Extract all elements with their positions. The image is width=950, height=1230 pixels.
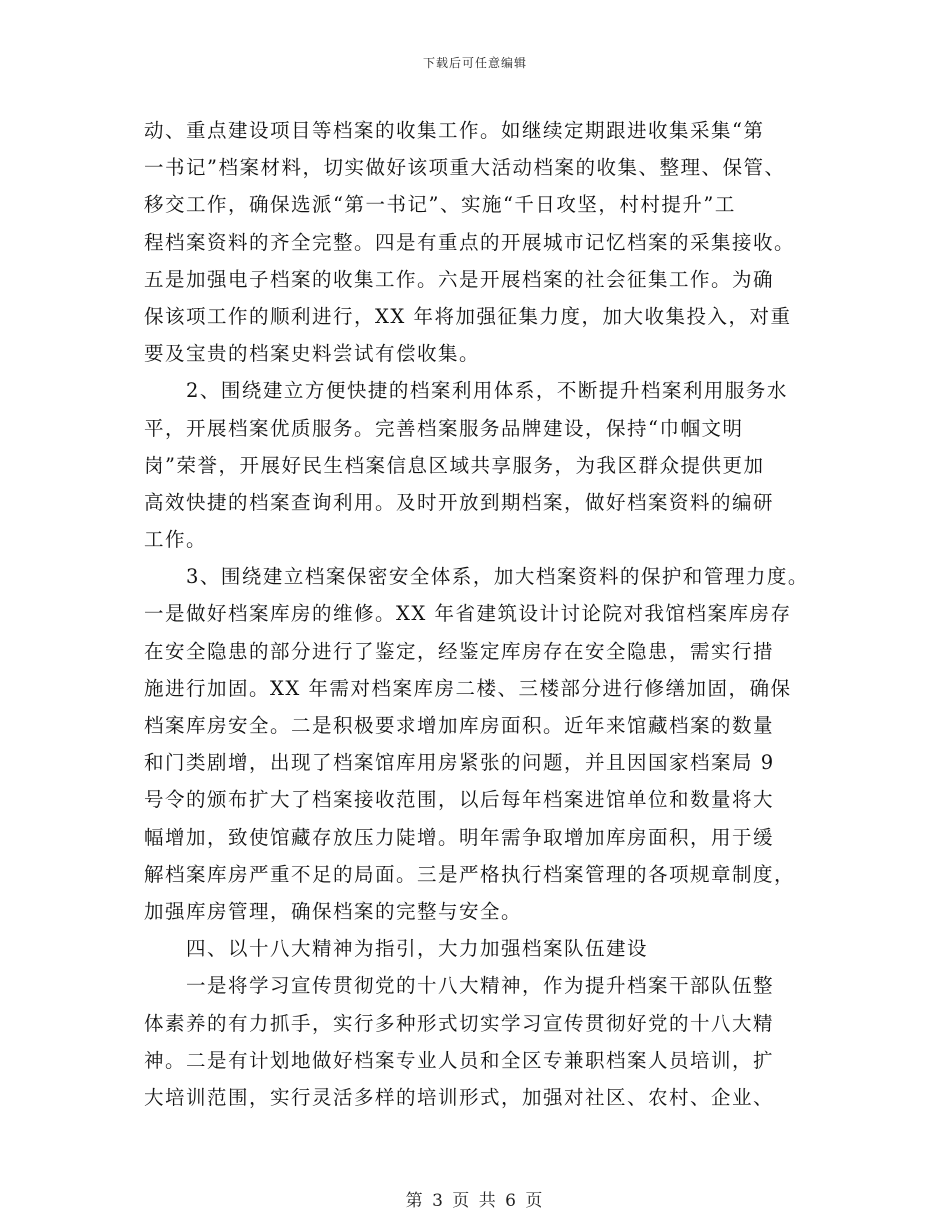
text-line: 解档案库房严重不足的局面。三是严格执行档案管理的各项规章制度， [144, 862, 796, 886]
text-line: 神。二是有计划地做好档案专业人员和全区专兼职档案人员培训，扩 [144, 1048, 775, 1072]
text-line: 工作。 [144, 528, 208, 552]
text-line: 高效快捷的档案查询利用。及时开放到期档案，做好档案资料的编研 [144, 490, 775, 514]
text-line: 档案库房安全。二是积极要求增加库房面积。近年来馆藏档案的数量 [144, 714, 775, 737]
text-line: 平，开展档案优质服务。完善档案服务品牌建设，保持“巾帼文明 [144, 416, 744, 440]
section-heading: 四、以十八大精神为指引，大力加强档案队伍建设 [186, 937, 649, 961]
text-line: 幅增加，致使馆藏存放压力陡增。明年需争取增加库房面积，用于缓 [144, 825, 775, 849]
paragraph-start-line: 2、围绕建立方便快捷的档案利用体系，不断提升档案利用服务水 [186, 379, 788, 403]
page-number-footer: 第 3 页 共 6 页 [405, 1191, 545, 1211]
text-line: 一是做好档案库房的维修。XX 年省建筑设计讨论院对我馆档案库房存 [144, 602, 792, 626]
text-line: 移交工作，确保选派“第一书记”、实施“千日攻坚，村村提升”工 [144, 193, 736, 217]
text-line: 在安全隐患的部分进行了鉴定，经鉴定库房存在安全隐患，需实行措 [144, 639, 775, 663]
page-header: 下载后可任意编辑 [422, 56, 527, 70]
text-line: 程档案资料的齐全完整。四是有重点的开展城市记忆档案的采集接收。 [144, 230, 796, 254]
text-line: 五是加强电子档案的收集工作。六是开展档案的社会征集工作。为确 [144, 267, 775, 291]
text-line: 加强库房管理，确保档案的完整与安全。 [144, 899, 523, 923]
text-line: 和门类剧增，出现了档案馆库用房紧张的问题，并且因国家档案局 9 [144, 751, 775, 775]
paragraph-start-line: 一是将学习宣传贯彻党的十八大精神，作为提升档案干部队伍整 [186, 974, 775, 998]
text-line: 体素养的有力抓手，实行多种形式切实学习宣传贯彻好党的十八大精 [144, 1011, 775, 1035]
document-body [144, 112, 809, 1116]
text-line: 保该项工作的顺利进行，XX 年将加强征集力度，加大收集投入，对重 [144, 304, 792, 328]
text-line: 号令的颁布扩大了档案接收范围，以后每年档案进馆单位和数量将大 [144, 788, 775, 812]
text-line: 一书记”档案材料，切实做好该项重大活动档案的收集、整理、保管、 [144, 156, 786, 180]
text-line: 岗”荣誉，开展好民生档案信息区域共享服务，为我区群众提供更加 [144, 453, 765, 477]
text-line: 大培训范围，实行灵活多样的培训形式，加强对社区、农村、企业、 [144, 1085, 775, 1109]
text-line: 动、重点建设项目等档案的收集工作。如继续定期跟进收集采集“第 [144, 119, 765, 142]
paragraph-start-line: 3、围绕建立档案保密安全体系，加大档案资料的保护和管理力度。 [186, 565, 809, 589]
text-line: 施进行加固。XX 年需对档案库房二楼、三楼部分进行修缮加固，确保 [144, 676, 792, 700]
text-line: 要及宝贵的档案史料尝试有偿收集。 [144, 342, 481, 366]
